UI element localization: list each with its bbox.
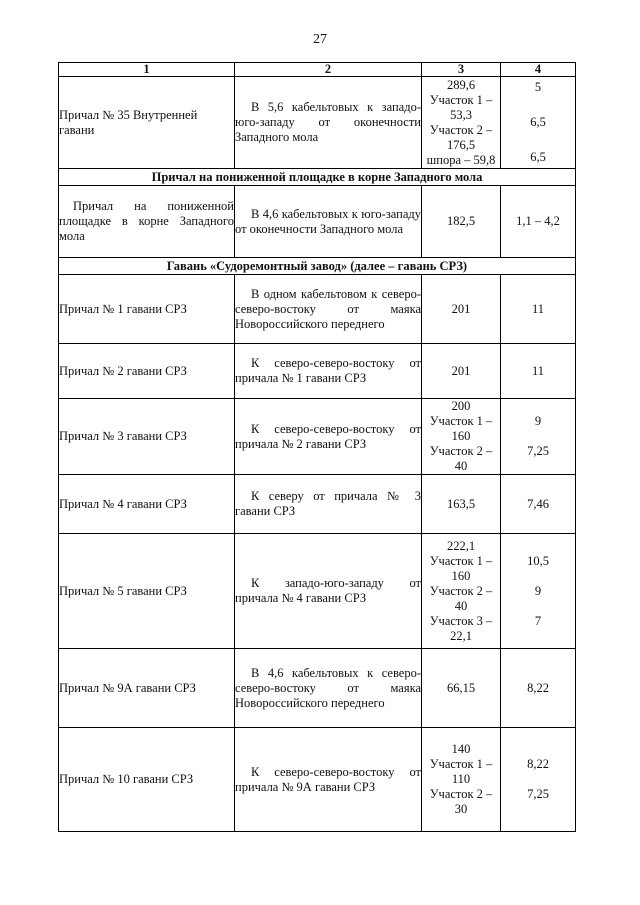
berth-depth: 11 <box>501 275 576 344</box>
berth-length: 222,1 Участок 1 – 160 Участок 2 – 40 Участок 3 – 22,1 <box>422 534 501 649</box>
berth-length: 163,5 <box>422 475 501 534</box>
berth-name: Причал № 3 гавани СРЗ <box>59 399 235 475</box>
berth-length: 140 Участок 1 – 110 Участок 2 – 30 <box>422 728 501 832</box>
berth-depth: 9 7,25 <box>501 399 576 475</box>
column-header: 1 <box>59 63 235 77</box>
berth-depth: 8,22 7,25 <box>501 728 576 832</box>
section-title: Причал на пониженной площадке в корне Западного мола <box>59 169 576 186</box>
berth-name: Причал № 5 гавани СРЗ <box>59 534 235 649</box>
berth-length: 201 <box>422 344 501 399</box>
berth-length: 66,15 <box>422 649 501 728</box>
berth-location: К северо-северо-востоку от причала № 2 гавани СРЗ <box>235 399 422 475</box>
berth-depth: 1,1 – 4,2 <box>501 186 576 258</box>
berth-location: В 4,6 кабельтовых к юго-западу от оконечности Западного мола <box>235 186 422 258</box>
berths-table <box>58 62 576 832</box>
berth-location: В 5,6 кабельтовых к западо-юго-западу от оконечности Западного мола <box>235 77 422 169</box>
table-row <box>59 475 576 534</box>
table-row <box>59 275 576 344</box>
berth-depth: 11 <box>501 344 576 399</box>
berth-length: 182,5 <box>422 186 501 258</box>
column-header: 4 <box>501 63 576 77</box>
berth-name: Причал № 1 гавани СРЗ <box>59 275 235 344</box>
table-row <box>59 728 576 832</box>
table-header-row <box>59 63 576 77</box>
berth-length: 201 <box>422 275 501 344</box>
table-row <box>59 534 576 649</box>
berth-location: К северо-северо-востоку от причала № 9А гавани СРЗ <box>235 728 422 832</box>
berth-name: Причал № 10 гавани СРЗ <box>59 728 235 832</box>
berth-name: Причал на пониженной площадке в корне Западного мола <box>59 186 235 258</box>
berth-length: 289,6 Участок 1 – 53,3 Участок 2 – 176,5 шпора – 59,8 <box>422 77 501 169</box>
berth-name: Причал № 35 Внутренней гавани <box>59 77 235 169</box>
berth-location: К западо-юго-западу от причала № 4 гавани СРЗ <box>235 534 422 649</box>
berth-location: В 4,6 кабельтовых к северо-северо-востоку от маяка Новороссийского переднего <box>235 649 422 728</box>
section-row <box>59 258 576 275</box>
berth-depth: 10,5 9 7 <box>501 534 576 649</box>
column-header: 2 <box>235 63 422 77</box>
table-row <box>59 399 576 475</box>
table-row <box>59 186 576 258</box>
table-row <box>59 77 576 169</box>
berth-length: 200 Участок 1 – 160 Участок 2 – 40 <box>422 399 501 475</box>
berth-location: К северу от причала № 3 гавани СРЗ <box>235 475 422 534</box>
table-row <box>59 649 576 728</box>
berth-location: К северо-северо-востоку от причала № 1 гавани СРЗ <box>235 344 422 399</box>
berth-name: Причал № 4 гавани СРЗ <box>59 475 235 534</box>
berth-depth: 5 6,5 6,5 <box>501 77 576 169</box>
berth-name: Причал № 2 гавани СРЗ <box>59 344 235 399</box>
page-number: 27 <box>313 32 327 47</box>
berth-name: Причал № 9А гавани СРЗ <box>59 649 235 728</box>
table-row <box>59 344 576 399</box>
berth-depth: 7,46 <box>501 475 576 534</box>
berth-depth: 8,22 <box>501 649 576 728</box>
section-title: Гавань «Судоремонтный завод» (далее – гавань СРЗ) <box>59 258 576 275</box>
column-header: 3 <box>422 63 501 77</box>
berth-location: В одном кабельтовом к северо-северо-востоку от маяка Новороссийского переднего <box>235 275 422 344</box>
section-row <box>59 169 576 186</box>
